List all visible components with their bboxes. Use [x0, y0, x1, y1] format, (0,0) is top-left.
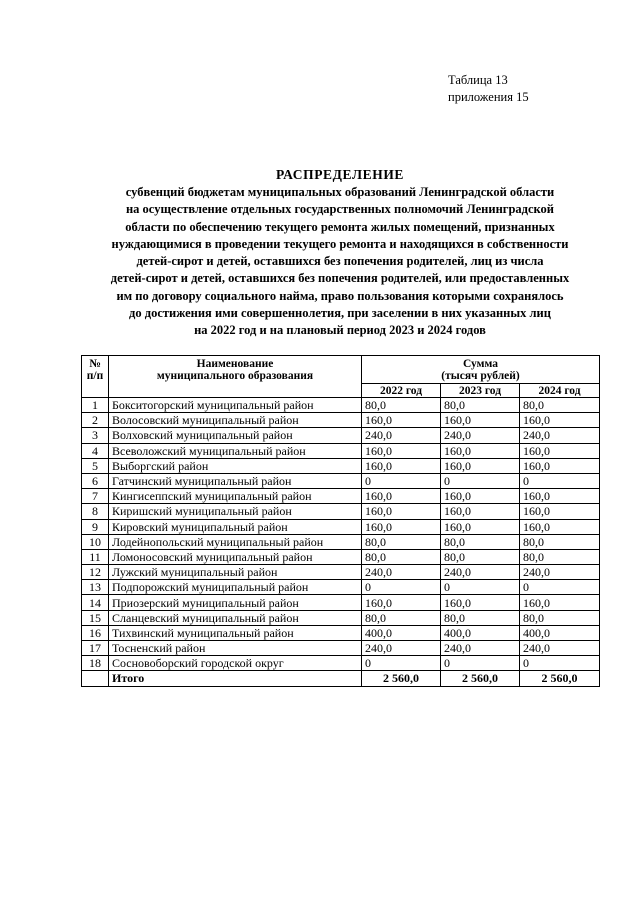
- table-row: [82, 489, 600, 504]
- row-number: 18: [82, 656, 109, 671]
- heading-line: до достижения ими совершеннолетия, при заселении в них указанных лиц: [129, 306, 551, 321]
- row-number: 15: [82, 610, 109, 625]
- row-amount-2024: 240,0: [520, 428, 600, 443]
- row-amount-2024: 0: [520, 473, 600, 488]
- row-amount-2023: 0: [441, 656, 520, 671]
- row-municipality: Приозерский муниципальный район: [109, 595, 362, 610]
- row-number: 3: [82, 428, 109, 443]
- row-municipality: Сланцевский муниципальный район: [109, 610, 362, 625]
- row-amount-2024: 160,0: [520, 504, 600, 519]
- heading-line: детей-сирот и детей, оставшихся без попечения родителей, лиц из числа: [136, 254, 544, 269]
- heading-line: на 2022 год и на плановый период 2023 и 2024 годов: [194, 323, 486, 338]
- row-municipality: Выборгский район: [109, 458, 362, 473]
- table-row: [82, 519, 600, 534]
- table-row: [82, 428, 600, 443]
- heading-line: нуждающимися в проведении текущего ремонта и находящихся в собственности: [111, 236, 569, 251]
- row-amount-2022: 80,0: [362, 610, 441, 625]
- heading-line: детей-сирот и детей, оставшихся без попечения родителей, или предоставленных: [110, 271, 570, 286]
- row-amount-2024: 80,0: [520, 549, 600, 564]
- row-number: 7: [82, 489, 109, 504]
- row-amount-2024: 0: [520, 656, 600, 671]
- row-amount-2024: 240,0: [520, 565, 600, 580]
- row-amount-2023: 240,0: [441, 428, 520, 443]
- heading-line: субвенций бюджетам муниципальных образований Ленинградской области: [125, 185, 555, 199]
- row-number: 6: [82, 473, 109, 488]
- table-row: [82, 549, 600, 564]
- table-row: [82, 413, 600, 428]
- total-2022: 2 560,0: [362, 671, 441, 686]
- heading-line: области по обеспечению текущего ремонта жилых помещений, признанных: [125, 219, 555, 234]
- row-amount-2022: 80,0: [362, 398, 441, 413]
- row-municipality: Кингисеппский муниципальный район: [109, 489, 362, 504]
- row-amount-2024: 240,0: [520, 641, 600, 656]
- table-row: [82, 625, 600, 640]
- row-number: 13: [82, 580, 109, 595]
- row-amount-2023: 80,0: [441, 534, 520, 549]
- row-amount-2022: 400,0: [362, 625, 441, 640]
- row-amount-2024: 160,0: [520, 595, 600, 610]
- table-row: [82, 641, 600, 656]
- row-amount-2022: 160,0: [362, 458, 441, 473]
- row-number: 5: [82, 458, 109, 473]
- row-amount-2023: 400,0: [441, 625, 520, 640]
- row-number: 10: [82, 534, 109, 549]
- total-label: Итого: [109, 671, 362, 686]
- col-header-2024: 2024 год: [520, 384, 600, 398]
- row-municipality: Бокситогорский муниципальный район: [109, 398, 362, 413]
- row-amount-2023: 160,0: [441, 413, 520, 428]
- row-amount-2024: 160,0: [520, 489, 600, 504]
- col-header-name: [109, 356, 362, 398]
- row-municipality: Тихвинский муниципальный район: [109, 625, 362, 640]
- row-amount-2022: 0: [362, 656, 441, 671]
- row-amount-2023: 240,0: [441, 641, 520, 656]
- row-amount-2023: 80,0: [441, 398, 520, 413]
- col-header-number: [82, 356, 109, 398]
- row-municipality: Ломоносовский муниципальный район: [109, 549, 362, 564]
- appendix-number: приложения 15: [448, 90, 529, 104]
- row-number: 16: [82, 625, 109, 640]
- col-header-name-line1: Наименование: [196, 358, 274, 370]
- row-amount-2024: 0: [520, 580, 600, 595]
- row-amount-2023: 0: [441, 473, 520, 488]
- col-header-number-line1: №: [89, 358, 101, 370]
- row-municipality: Лодейнопольский муниципальный район: [109, 534, 362, 549]
- table-number: Таблица 13: [448, 73, 508, 87]
- heading-line: им по договору социального найма, право пользования которыми сохранялось: [116, 288, 564, 303]
- row-amount-2022: 160,0: [362, 413, 441, 428]
- table-row: [82, 610, 600, 625]
- row-amount-2024: 160,0: [520, 519, 600, 534]
- table-row: [82, 595, 600, 610]
- row-amount-2023: 80,0: [441, 610, 520, 625]
- table-row: [82, 504, 600, 519]
- col-header-2022: 2022 год: [362, 384, 441, 398]
- row-number: 2: [82, 413, 109, 428]
- row-amount-2022: 240,0: [362, 428, 441, 443]
- document-title: РАСПРЕДЕЛЕНИЕ: [275, 167, 405, 182]
- row-amount-2024: 160,0: [520, 443, 600, 458]
- row-amount-2024: 80,0: [520, 398, 600, 413]
- row-amount-2024: 160,0: [520, 413, 600, 428]
- row-number: 1: [82, 398, 109, 413]
- row-amount-2023: 160,0: [441, 458, 520, 473]
- row-amount-2022: 160,0: [362, 443, 441, 458]
- heading-line: на осуществление отдельных государственных полномочий Ленинградской: [125, 202, 555, 217]
- row-amount-2022: 160,0: [362, 504, 441, 519]
- col-header-name-line2: муниципального образования: [156, 370, 314, 382]
- row-amount-2023: 160,0: [441, 519, 520, 534]
- row-number: 8: [82, 504, 109, 519]
- row-amount-2023: 160,0: [441, 504, 520, 519]
- table-row: [82, 473, 600, 488]
- table-row: [82, 580, 600, 595]
- row-amount-2024: 160,0: [520, 458, 600, 473]
- row-amount-2022: 160,0: [362, 489, 441, 504]
- document-reference: [448, 72, 529, 106]
- row-amount-2023: 160,0: [441, 595, 520, 610]
- row-municipality: Киришский муниципальный район: [109, 504, 362, 519]
- col-header-sum-line2: (тысяч рублей): [441, 370, 520, 382]
- row-amount-2022: 0: [362, 473, 441, 488]
- table-row: [82, 534, 600, 549]
- table-row: [82, 458, 600, 473]
- row-number: 4: [82, 443, 109, 458]
- document-heading: [80, 166, 600, 340]
- row-amount-2023: 160,0: [441, 443, 520, 458]
- row-municipality: Тосненский район: [109, 641, 362, 656]
- row-municipality: Волосовский муниципальный район: [109, 413, 362, 428]
- row-number: 14: [82, 595, 109, 610]
- row-amount-2024: 80,0: [520, 534, 600, 549]
- row-amount-2024: 80,0: [520, 610, 600, 625]
- row-municipality: Лужский муниципальный район: [109, 565, 362, 580]
- row-number: 9: [82, 519, 109, 534]
- row-amount-2023: 240,0: [441, 565, 520, 580]
- row-amount-2022: 240,0: [362, 641, 441, 656]
- table-row: [82, 656, 600, 671]
- row-amount-2022: 80,0: [362, 549, 441, 564]
- table-row: [82, 565, 600, 580]
- row-municipality: Всеволожский муниципальный район: [109, 443, 362, 458]
- row-municipality: Сосновоборский городской округ: [109, 656, 362, 671]
- total-number-cell: [82, 671, 109, 686]
- row-amount-2022: 160,0: [362, 595, 441, 610]
- row-number: 11: [82, 549, 109, 564]
- col-header-2023: 2023 год: [441, 384, 520, 398]
- distribution-table: [81, 355, 600, 687]
- table-row: [82, 398, 600, 413]
- total-2024: 2 560,0: [520, 671, 600, 686]
- row-amount-2024: 400,0: [520, 625, 600, 640]
- col-header-sum: [362, 356, 600, 384]
- total-2023: 2 560,0: [441, 671, 520, 686]
- row-number: 17: [82, 641, 109, 656]
- row-municipality: Подпорожский муниципальный район: [109, 580, 362, 595]
- row-number: 12: [82, 565, 109, 580]
- row-amount-2022: 240,0: [362, 565, 441, 580]
- row-amount-2022: 80,0: [362, 534, 441, 549]
- col-header-number-line2: п/п: [86, 370, 104, 382]
- row-municipality: Волховский муниципальный район: [109, 428, 362, 443]
- row-municipality: Гатчинский муниципальный район: [109, 473, 362, 488]
- total-row: [82, 671, 600, 686]
- row-amount-2022: 0: [362, 580, 441, 595]
- col-header-sum-line1: Сумма: [463, 358, 498, 370]
- table-row: [82, 443, 600, 458]
- row-amount-2023: 80,0: [441, 549, 520, 564]
- row-municipality: Кировский муниципальный район: [109, 519, 362, 534]
- row-amount-2023: 160,0: [441, 489, 520, 504]
- table-body: [82, 398, 600, 687]
- row-amount-2023: 0: [441, 580, 520, 595]
- row-amount-2022: 160,0: [362, 519, 441, 534]
